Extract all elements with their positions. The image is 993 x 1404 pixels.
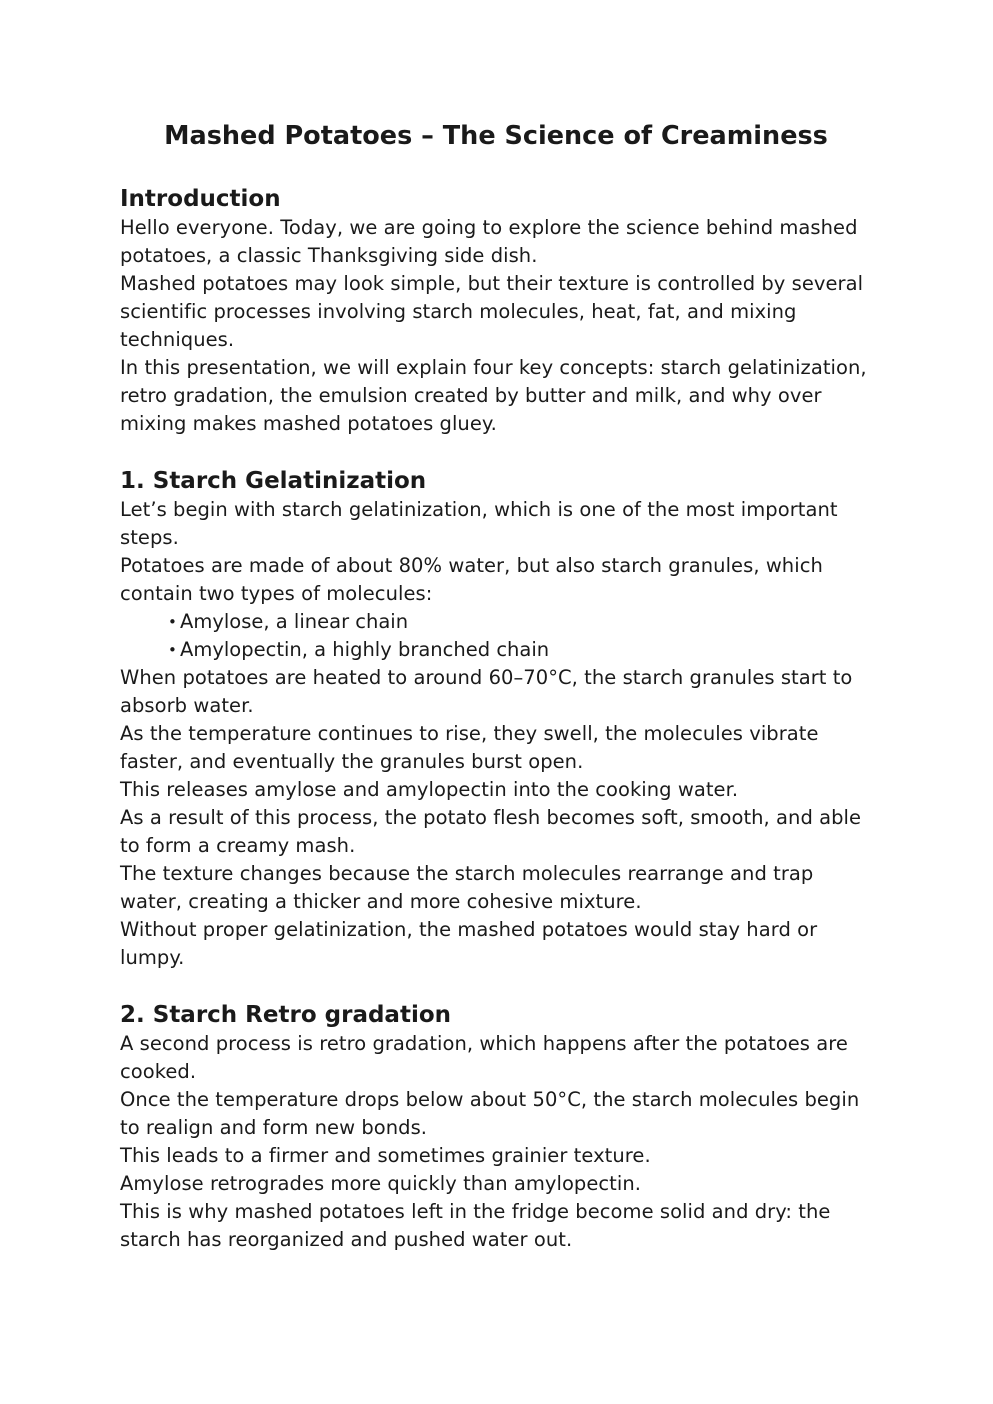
paragraph: As a result of this process, the potato flesh becomes soft, smooth, and able to form a creamy mash. — [120, 806, 862, 857]
paragraph: Mashed potatoes may look simple, but their texture is controlled by several scientific processes involving starch molecules, heat, fat, and mixing techniques. — [120, 272, 864, 351]
section-heading-introduction: Introduction — [120, 186, 281, 212]
paragraph: A second process is retro gradation, which happens after the potatoes are cooked. — [120, 1032, 848, 1083]
paragraph: This leads to a firmer and sometimes grainier texture. — [120, 1144, 651, 1167]
paragraph: In this presentation, we will explain four key concepts: starch gelatinization, retro gradation, the emulsion created by butter and milk, and why over mixing makes mashed potatoes gluey. — [120, 356, 867, 435]
bullet-item-amylose: • Amylose, a linear chain — [168, 608, 880, 636]
section-starch-retrogradation — [120, 1000, 880, 1254]
paragraph: Let’s begin with starch gelatinization, which is one of the most important steps. — [120, 498, 838, 549]
paragraph: When potatoes are heated to around 60–70°C, the starch granules start to absorb water. — [120, 666, 853, 717]
paragraph: This releases amylose and amylopectin into the cooking water. — [120, 778, 739, 801]
paragraph: Potatoes are made of about 80% water, but also starch granules, which contain two types of molecules: — [120, 554, 823, 605]
paragraph: This is why mashed potatoes left in the fridge become solid and dry: the starch has reorganized and pushed water out. — [120, 1200, 831, 1251]
paragraph: The texture changes because the starch molecules rearrange and trap water, creating a thicker and more cohesive mixture. — [120, 862, 814, 913]
section-heading-starch-gelatinization: 1. Starch Gelatinization — [120, 468, 427, 494]
bullet-item-amylopectin: • Amylopectin, a highly branched chain — [168, 636, 880, 664]
section-introduction — [120, 184, 880, 438]
paragraph: Amylose retrogrades more quickly than amylopectin. — [120, 1172, 642, 1195]
paragraph: Once the temperature drops below about 50°C, the starch molecules begin to realign and form new bonds. — [120, 1088, 860, 1139]
paragraph: Hello everyone. Today, we are going to explore the science behind mashed potatoes, a classic Thanksgiving side dish. — [120, 216, 858, 267]
bullet-list — [120, 608, 880, 664]
section-heading-starch-retrogradation: 2. Starch Retro gradation — [120, 1002, 452, 1028]
document-title: Mashed Potatoes – The Science of Creaminess — [164, 121, 828, 151]
section-starch-gelatinization — [120, 466, 880, 972]
paragraph: Without proper gelatinization, the mashed potatoes would stay hard or lumpy. — [120, 918, 818, 969]
paragraph: As the temperature continues to rise, they swell, the molecules vibrate faster, and eventually the granules burst open. — [120, 722, 819, 773]
document-page — [120, 118, 880, 1254]
